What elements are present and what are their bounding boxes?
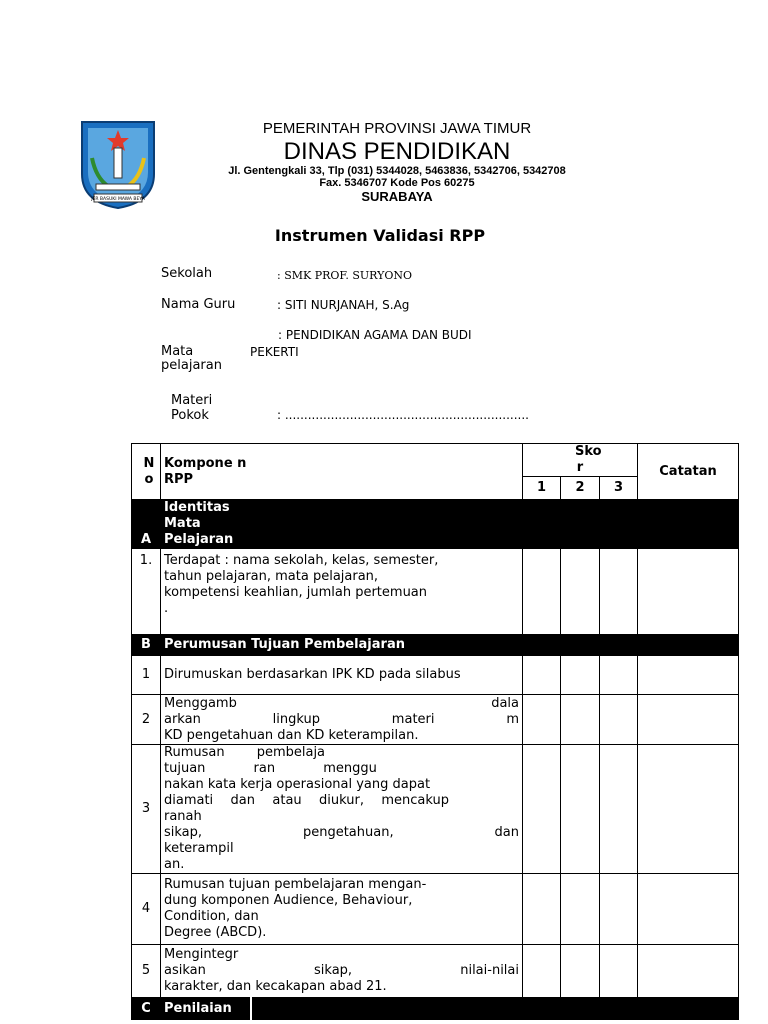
logo-text: JER BASUKI MAWA BEYA [91, 197, 145, 202]
office-city: SURABAYA [361, 189, 433, 204]
score-cell-2[interactable] [561, 745, 600, 874]
row-text-line: sikap, pengetahuan, dan [164, 825, 519, 840]
topic-value: : ................................................................ [277, 408, 529, 422]
score-cell-3[interactable] [600, 745, 638, 874]
section-row-a [132, 500, 739, 549]
score-cell-3[interactable] [600, 695, 638, 745]
table-row [132, 656, 739, 695]
validation-table [131, 443, 739, 1020]
section-b-title: Perumusan Tujuan Pembelajaran [161, 635, 739, 656]
score-2-header: 2 [561, 477, 600, 500]
government-name: PEMERINTAH PROVINSI JAWA TIMUR [262, 120, 532, 137]
score-cell-1[interactable] [523, 945, 561, 998]
score-cell-3[interactable] [600, 945, 638, 998]
teacher-value: : SITI NURJANAH, S.Ag [277, 298, 410, 312]
topic-label: Materi [171, 393, 213, 408]
office-address: Jl. Gentengkali 33, Tlp (031) 5344028, 5463836, 5342706, 5342708 [228, 165, 566, 177]
score-cell-3[interactable] [600, 656, 638, 695]
col-notes-header: Catatan [638, 444, 739, 500]
row-number: 2 [132, 695, 161, 745]
table-row [132, 549, 739, 635]
score-cell-3[interactable] [600, 874, 638, 945]
row-text-line: ranah [164, 809, 202, 824]
notes-cell[interactable] [638, 945, 739, 998]
score-cell-2[interactable] [561, 874, 600, 945]
notes-cell[interactable] [638, 549, 739, 635]
col-component-header: Kompone n RPP [161, 444, 251, 500]
subject-value: : PENDIDIKAN AGAMA DAN BUDI [278, 328, 472, 342]
row-text [161, 745, 523, 874]
section-row-c [132, 998, 739, 1020]
score-1-header: 1 [523, 477, 561, 500]
teacher-label: Nama Guru [161, 297, 236, 312]
row-text [161, 874, 523, 945]
notes-cell[interactable] [638, 695, 739, 745]
office-name: DINAS PENDIDIKAN [283, 138, 511, 165]
row-text-line: Rumusan pembelaja [164, 745, 326, 760]
col-no-header: N o [132, 444, 161, 500]
section-c-title: Penilaian [161, 998, 251, 1020]
table-row [132, 945, 739, 998]
document-title: Instrumen Validasi RPP [274, 226, 486, 245]
subject-label: Mata [161, 344, 194, 359]
score-cell-1[interactable] [523, 745, 561, 874]
row-text-line: dung komponen Audience, Behaviour, [164, 893, 413, 908]
score-cell-1[interactable] [523, 874, 561, 945]
section-a-letter: A [132, 500, 161, 549]
row-text-line: KD pengetahuan dan KD keterampilan. [164, 727, 419, 743]
row-text-dot: . [164, 601, 169, 616]
score-cell-2[interactable] [561, 549, 600, 635]
score-cell-1[interactable] [523, 695, 561, 745]
section-c-fill [251, 998, 739, 1020]
row-text-line: tujuan ran menggu [164, 761, 377, 776]
notes-cell[interactable] [638, 656, 739, 695]
row-number: 4 [132, 874, 161, 945]
east-java-emblem-icon [78, 118, 158, 210]
office-fax: Fax. 5346707 Kode Pos 60275 [319, 177, 475, 189]
score-cell-1[interactable] [523, 549, 561, 635]
score-cell-2[interactable] [561, 945, 600, 998]
subject-label-cont: pelajaran [161, 358, 222, 373]
row-text-line: karakter, dan kecakapan abad 21. [164, 979, 387, 994]
row-text-main: Terdapat : nama sekolah, kelas, semester, tahun pelajaran, mata pelajaran, kompetensi keahlian, jumlah pertemuan [164, 553, 439, 600]
row-text [161, 945, 523, 998]
section-a-title: Identitas Mata Pelajaran [161, 500, 739, 549]
school-label: Sekolah [161, 266, 213, 281]
row-text-line: Condition, dan [164, 909, 259, 924]
table-row [132, 874, 739, 945]
score-cell-1[interactable] [523, 656, 561, 695]
score-cell-2[interactable] [561, 695, 600, 745]
notes-cell[interactable] [638, 745, 739, 874]
score-3-header: 3 [600, 477, 638, 500]
row-text-line: Menggamb dala [164, 695, 519, 711]
topic-label-cont: Pokok [171, 408, 209, 423]
row-text-line: keterampil [164, 841, 234, 856]
section-row-b [132, 635, 739, 656]
table-row [132, 695, 739, 745]
section-c-letter: C [132, 998, 161, 1020]
header-row [132, 444, 739, 477]
row-text-line: asikan sikap, nilai-nilai [164, 963, 519, 978]
row-number: 1 [132, 656, 161, 695]
score-cell-2[interactable] [561, 656, 600, 695]
row-text-line: Mengintegr [164, 947, 239, 962]
row-number: 3 [132, 745, 161, 874]
row-number: 5 [132, 945, 161, 998]
row-text [161, 549, 523, 635]
subject-value-cont: PEKERTI [250, 345, 299, 359]
col-component-blank [251, 444, 523, 500]
school-value: : SMK PROF. SURYONO [277, 269, 413, 282]
row-text: Dirumuskan berdasarkan IPK KD pada silabus [161, 656, 523, 695]
col-score-header: Sko r [523, 444, 638, 477]
row-text-line: nakan kata kerja operasional yang dapat [164, 777, 431, 792]
row-number: 1. [132, 549, 161, 635]
row-text-line: Rumusan tujuan pembelajaran mengan- [164, 877, 427, 892]
notes-cell[interactable] [638, 874, 739, 945]
section-b-letter: B [132, 635, 161, 656]
row-text [161, 695, 523, 745]
row-text-line: diamati dan atau diukur, mencakup [164, 793, 449, 808]
row-text-line: arkan lingkup materi m [164, 711, 519, 727]
row-text-line: an. [164, 857, 185, 872]
table-row [132, 745, 739, 874]
row-text-line: Degree (ABCD). [164, 925, 267, 940]
score-cell-3[interactable] [600, 549, 638, 635]
